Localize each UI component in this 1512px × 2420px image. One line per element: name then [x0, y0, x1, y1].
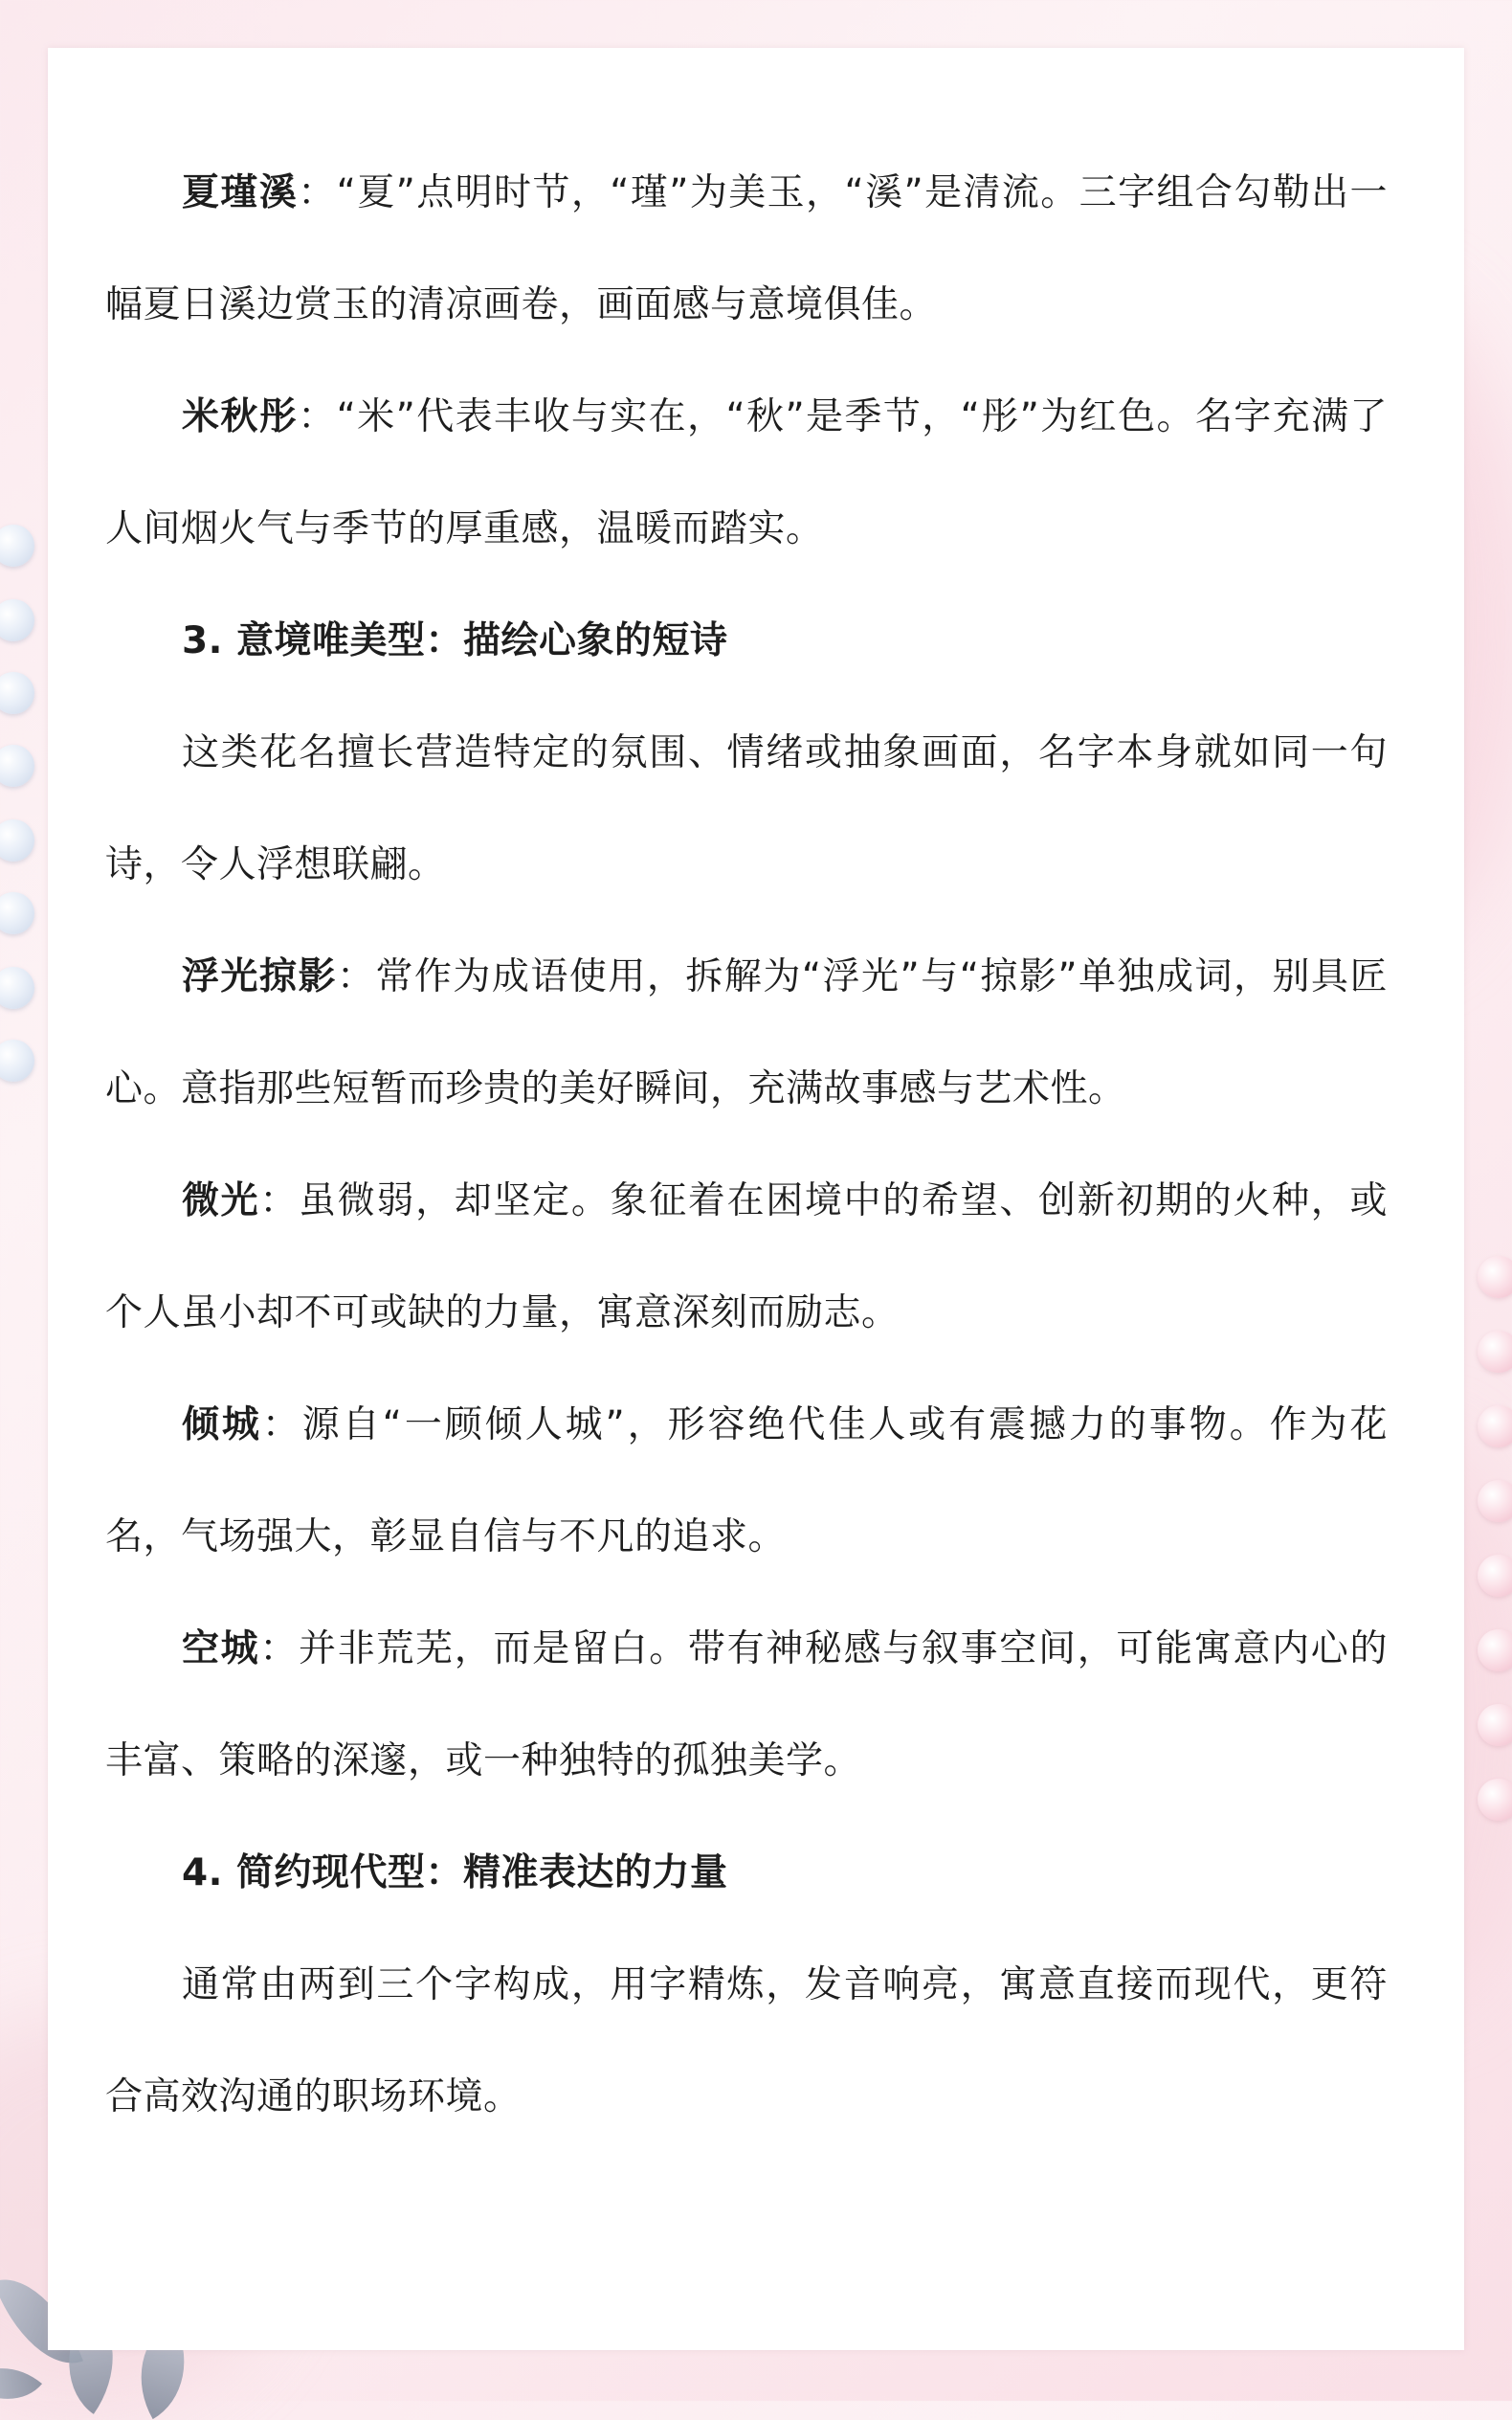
entry-term: 微光 [182, 1179, 260, 1222]
entry-text: ：源自“一顾倾人城”，形容绝代佳人或有震撼力的事物。作为花名，气场强大，彰显自信与不凡的追求。 [105, 1403, 1388, 1558]
pearl-bead [0, 819, 34, 862]
entry-paragraph [105, 1593, 1388, 1817]
entry-paragraph [105, 361, 1388, 585]
entry-term: 空城 [182, 1627, 260, 1670]
entry-text: ：并非荒芜，而是留白。带有神秘感与叙事空间，可能寓意内心的丰富、策略的深邃，或一种独特的孤独美学。 [105, 1627, 1388, 1782]
article-body [105, 137, 1388, 2153]
entry-term: 米秋彤 [182, 395, 299, 438]
entry-term: 浮光掠影 [182, 955, 337, 998]
pearl-bead [0, 672, 34, 714]
section-intro: 这类花名擅长营造特定的氛围、情绪或抽象画面，名字本身就如同一句诗，令人浮想联翩。 [105, 731, 1388, 886]
entry-term: 夏瑾溪 [182, 171, 299, 214]
entry-paragraph [105, 921, 1388, 1145]
entry-text: ：常作为成语使用，拆解为“浮光”与“掠影”单独成词，别具匠心。意指那些短暂而珍贵的美好瞬间，充满故事感与艺术性。 [105, 955, 1388, 1110]
entry-text: ：虽微弱，却坚定。象征着在困境中的希望、创新初期的火种，或个人虽小却不可或缺的力量，寓意深刻而励志。 [105, 1179, 1388, 1334]
section-intro: 通常由两到三个字构成，用字精炼，发音响亮，寓意直接而现代，更符合高效沟通的职场环境。 [105, 1963, 1388, 2118]
section-heading: 4. 简约现代型：精准表达的力量 [182, 1851, 728, 1894]
pearl-bead [0, 1040, 34, 1082]
entry-term: 倾城 [182, 1403, 262, 1446]
pink-pearl-bead [1478, 1480, 1512, 1522]
pink-pearl-bead [1478, 1405, 1512, 1447]
pink-pearl-bead [1478, 1256, 1512, 1298]
pearl-bead [0, 525, 34, 567]
pearl-bead [0, 892, 34, 934]
entry-paragraph [105, 1369, 1388, 1593]
pearl-bead [0, 745, 34, 787]
pearl-bead [0, 599, 34, 641]
pink-pearl-bead [1478, 1779, 1512, 1821]
pearl-bead [0, 967, 34, 1009]
pink-pearl-bead [1478, 1629, 1512, 1671]
pink-pearl-bead [1478, 1704, 1512, 1746]
pink-pearl-bead [1478, 1555, 1512, 1597]
entry-text: ：“夏”点明时节，“瑾”为美玉，“溪”是清流。三字组合勾勒出一幅夏日溪边赏玉的清凉画卷，画面感与意境俱佳。 [105, 171, 1388, 326]
section-heading: 3. 意境唯美型：描绘心象的短诗 [182, 619, 728, 662]
entry-text: ：“米”代表丰收与实在，“秋”是季节，“彤”为红色。名字充满了人间烟火气与季节的厚重感，温暖而踏实。 [105, 395, 1388, 550]
pink-pearl-bead [1478, 1331, 1512, 1373]
entry-paragraph [105, 137, 1388, 361]
entry-paragraph [105, 1145, 1388, 1369]
